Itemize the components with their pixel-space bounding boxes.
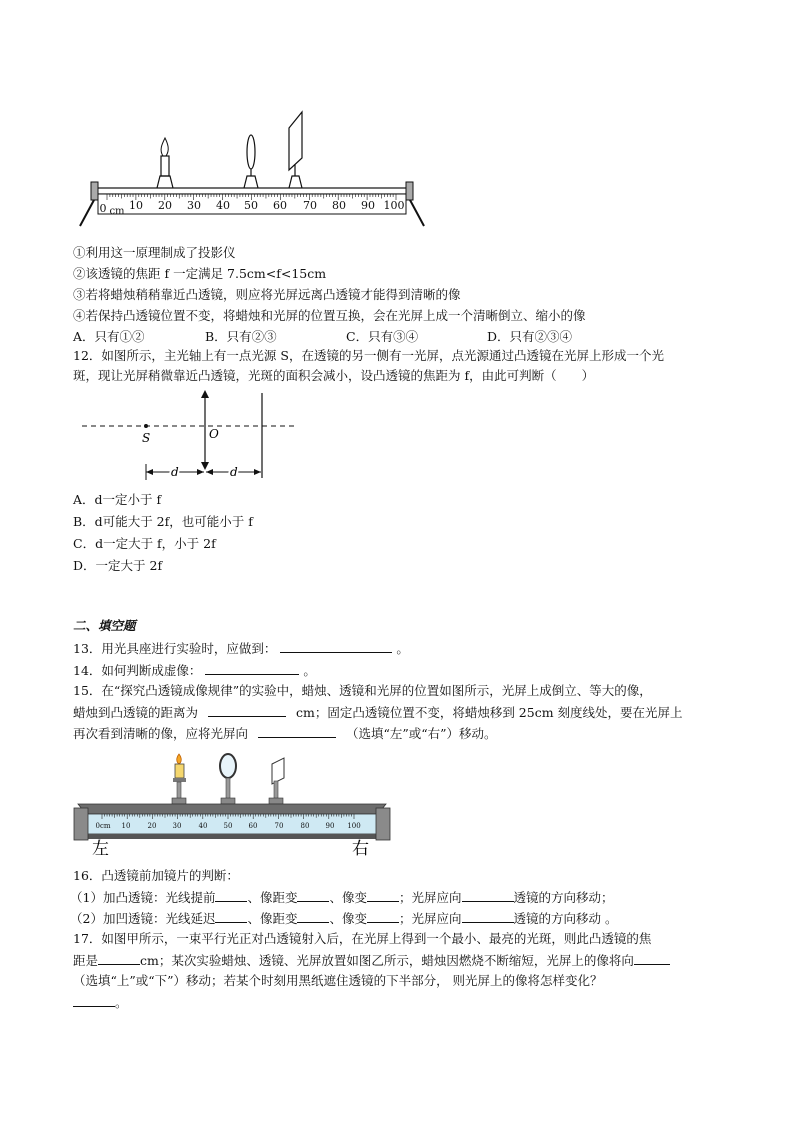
convex-lens: [220, 754, 236, 804]
q11-option-a[interactable]: A．只有①②: [73, 329, 145, 344]
candle: [157, 138, 173, 188]
convex-lens: [244, 135, 258, 188]
left-label: 左: [92, 839, 109, 858]
q16-l2-blank-3[interactable]: [367, 910, 399, 923]
optical-bench-figure-1: [70, 108, 430, 230]
tick-label: 20: [158, 199, 172, 212]
q16-l2-d: ；光屏应向: [399, 911, 462, 926]
q11-statement-2: ②该透镜的焦距 f 一定满足 7.5cm<f<15cm: [73, 266, 327, 281]
q17-focal-blank[interactable]: [98, 952, 140, 965]
q15-line-2-rest: cm；固定凸透镜位置不变，将蜡烛移到 25cm 刻度线处，要在光屏上: [295, 705, 683, 720]
tick-label: 30: [172, 822, 182, 830]
q12-option-b[interactable]: B．d可能大于 2f，也可能小于 f: [73, 514, 253, 529]
source-label: S: [142, 431, 151, 445]
q15-line-3-rest: （选填“左”或“右”）移动。: [345, 726, 497, 741]
q14: [73, 662, 316, 679]
tick-label: 80: [300, 822, 310, 830]
tick-label: 10: [129, 199, 143, 212]
tick-label: 0cm: [95, 822, 111, 830]
q16-line-1: [70, 889, 614, 906]
q15-line-2-text: 蜡烛到凸透镜的距离为: [73, 705, 199, 720]
q13: [73, 640, 409, 657]
q12-option-a[interactable]: A．d一定小于 f: [73, 492, 162, 507]
q11-statement-1: ①利用这一原理制成了投影仪: [73, 245, 236, 260]
q11-statement-4: ④若保持凸透镜位置不变，将蜡烛和光屏的位置互换，会在光屏上成一个清晰倒立、缩小的像: [73, 308, 586, 323]
q12-stem-line-2: 斑，现让光屏稍微靠近凸透镜，光斑的面积会减小，设凸透镜的焦距为 f，由此可判断（ ）: [73, 368, 595, 383]
q11-option-c[interactable]: C．只有③④: [346, 329, 419, 344]
q17-change-blank[interactable]: [73, 994, 115, 1007]
tick-label: 50: [223, 822, 233, 830]
q16-l2-blank-1[interactable]: [215, 910, 247, 923]
q16-l1-a: （1）加凸透镜：光线提前: [70, 890, 216, 905]
q14-text: 14．如何判断成虚像：: [73, 663, 202, 678]
q13-blank[interactable]: [280, 640, 392, 653]
tick-label: 30: [187, 199, 201, 212]
q11-option-d[interactable]: D．只有②③④: [487, 329, 573, 344]
q13-text: 13．用光具座进行实验时，应做到：: [73, 641, 277, 656]
q12-option-d[interactable]: D．一定大于 2f: [73, 558, 163, 573]
bench-rail: [97, 188, 407, 194]
q12-option-c[interactable]: C．d一定大于 f，小于 2f: [73, 536, 216, 551]
q15-line-3: [73, 725, 497, 742]
tick-label: 60: [273, 199, 287, 212]
q11-statement-3: ③若将蜡烛稍稍靠近凸透镜，则应将光屏远离凸透镜才能得到清晰的像: [73, 287, 461, 302]
tick-label: 0: [99, 202, 107, 215]
q17-line-4-end: 。: [115, 995, 128, 1010]
tick-label: 40: [198, 822, 208, 830]
tick-label: 80: [332, 199, 346, 212]
distance-label-1: d: [171, 465, 179, 479]
q16-l1-blank-3[interactable]: [367, 889, 399, 902]
q16-l1-blank-1[interactable]: [215, 889, 247, 902]
q16-l1-blank-4[interactable]: [462, 889, 514, 902]
point-source: [144, 424, 148, 428]
tick-label: 70: [274, 822, 284, 830]
lens-diagram: [82, 388, 297, 488]
q15-line-3-text: 再次看到清晰的像，应将光屏向: [73, 726, 249, 741]
q11-option-b[interactable]: B．只有②③: [205, 329, 277, 344]
q16-l2-e: 透镜的方向移动 。: [513, 911, 618, 926]
q17-line-1: 17．如图甲所示，一束平行光正对凸透镜射入后，在光屏上得到一个最小、最亮的光斑，则此凸透镜的焦: [73, 931, 652, 946]
q16-l2-blank-4[interactable]: [462, 910, 514, 923]
right-label: 右: [352, 839, 369, 858]
q16-l1-b: 、像距变: [247, 890, 298, 905]
q16-l1-c: 、像变: [329, 890, 367, 905]
q14-blank[interactable]: [205, 662, 299, 675]
q15-line-1: 15．在“探究凸透镜成像规律”的实验中，蜡烛、透镜和光屏的位置如图所示，光屏上成倒立、等大的像，: [73, 683, 652, 698]
q16-l2-c: 、像变: [329, 911, 367, 926]
tick-label: 60: [248, 822, 258, 830]
tick-label: 90: [361, 199, 375, 212]
q15-distance-blank[interactable]: [208, 704, 286, 717]
q17-line-2-rest: cm；某次实验蜡烛、透镜、光屏放置如图乙所示，蜡烛因燃烧不断缩短，光屏上的像将向: [140, 953, 634, 968]
q16-l2-blank-2[interactable]: [297, 910, 329, 923]
optical-bench-figure-3: [72, 748, 392, 858]
q16-l1-e: 透镜的方向移动；: [513, 890, 614, 905]
q16-l1-blank-2[interactable]: [297, 889, 329, 902]
tick-label: 20: [147, 822, 157, 830]
q17-line-4: [73, 994, 128, 1011]
tick-label: 90: [325, 822, 335, 830]
section-title: 二、填空题: [73, 618, 136, 633]
light-screen: [269, 758, 284, 804]
q16-l2-a: （2）加凹透镜：光线延迟: [70, 911, 216, 926]
tick-label: 100: [383, 199, 405, 212]
candle: [172, 754, 186, 804]
q15-line-2: [73, 704, 683, 721]
q16-title: 16．凸透镜前加镜片的判断：: [73, 868, 239, 883]
q17-direction-blank[interactable]: [634, 952, 670, 965]
light-screen: [289, 112, 302, 188]
q17-line-2-text: 距是: [73, 953, 99, 968]
q16-l1-d: ；光屏应向: [399, 890, 462, 905]
q16-line-2: [70, 910, 618, 927]
q14-end: 。: [303, 663, 316, 678]
q15-direction-blank[interactable]: [258, 725, 336, 738]
tick-label: 100: [347, 822, 361, 830]
q12-stem-line-1: 12．如图所示，主光轴上有一点光源 S，在透镜的另一侧有一光屏，点光源通过凸透镜在光屏上形成一个光: [73, 348, 664, 363]
tick-label: 40: [216, 199, 230, 212]
tick-label: 70: [303, 199, 317, 212]
distance-label-2: d: [230, 465, 238, 479]
q13-end: 。: [396, 641, 409, 656]
tick-label: 50: [244, 199, 258, 212]
unit-label: cm: [109, 206, 125, 217]
tick-label: 10: [121, 822, 131, 830]
q17-line-2: [73, 952, 670, 969]
lens-center-label: O: [209, 427, 219, 441]
q17-line-3: （选填“上”或“下”）移动；若某个时刻用黑纸遮住透镜的下半部分， 则光屏上的像将怎样变化？: [73, 973, 603, 988]
q16-l2-b: 、像距变: [247, 911, 298, 926]
